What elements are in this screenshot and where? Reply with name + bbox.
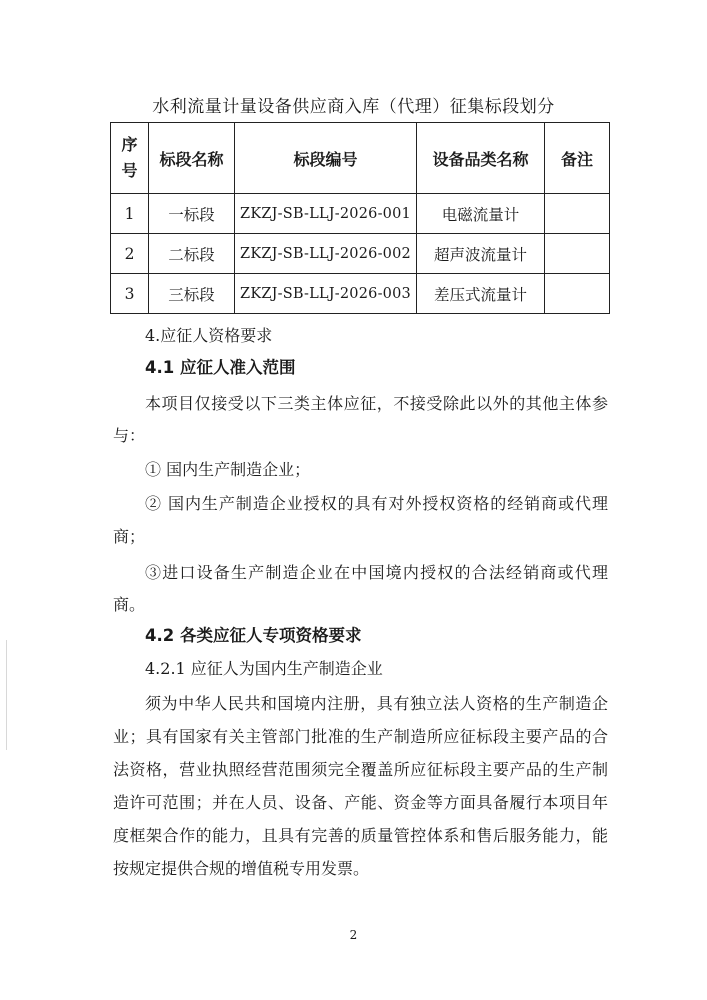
bid-section-table — [110, 122, 610, 314]
section-4-1-intro-line1: 本项目仅接受以下三类主体应征，不接受除此以外的其他主体参 — [145, 394, 608, 413]
eligibility-item-1: ① 国内生产制造企业； — [145, 460, 311, 479]
header-no — [111, 123, 149, 194]
table-header-row — [111, 123, 610, 194]
scan-margin-mark — [6, 640, 7, 750]
cell-category: 电磁流量计 — [417, 194, 545, 234]
cell-name: 二标段 — [149, 234, 235, 274]
section-4-2-1-title: 4.2.1 应征人为国内生产制造企业 — [145, 659, 383, 678]
requirement-line-3: 法资格，营业执照经营范围须完全覆盖所应征标段主要产品的生产制 — [113, 760, 608, 779]
cell-code: ZKZJ-SB-LLJ-2026-003 — [235, 274, 417, 314]
requirement-line-5: 度框架合作的能力，且具有完善的质量管控体系和售后服务能力，能 — [113, 826, 608, 845]
requirement-line-4: 造许可范围；并在人员、设备、产能、资金等方面具备履行本项目年 — [113, 793, 608, 812]
table-row — [111, 234, 610, 274]
eligibility-item-3-line2: 商。 — [113, 595, 146, 614]
cell-name: 三标段 — [149, 274, 235, 314]
cell-remark — [545, 194, 610, 234]
cell-category: 差压式流量计 — [417, 274, 545, 314]
requirement-line-1: 须为中华人民共和国境内注册，具有独立法人资格的生产制造企 — [145, 694, 608, 713]
cell-remark — [545, 234, 610, 274]
cell-name: 一标段 — [149, 194, 235, 234]
section-4-2-heading: 4.2 各类应征人专项资格要求 — [145, 626, 362, 645]
section-4-title: 4.应征人资格要求 — [145, 326, 273, 345]
cell-no: 1 — [111, 194, 149, 234]
table-caption: 水利流量计量设备供应商入库（代理）征集标段划分 — [152, 97, 555, 117]
requirement-line-6: 按规定提供合规的增值税专用发票。 — [113, 859, 370, 878]
header-no-line1: 序 — [121, 135, 138, 154]
header-remark: 备注 — [545, 123, 610, 194]
table-row — [111, 194, 610, 234]
section-4-1-intro-line2: 与： — [113, 426, 146, 445]
eligibility-item-3-line1: ③进口设备生产制造企业在中国境内授权的合法经销商或代理 — [145, 563, 608, 582]
table-row — [111, 274, 610, 314]
eligibility-item-2-line2: 商； — [113, 527, 146, 546]
requirement-line-2: 业；具有国家有关主管部门批准的生产制造所应征标段主要产品的合 — [113, 727, 608, 746]
header-code: 标段编号 — [235, 123, 417, 194]
cell-remark — [545, 274, 610, 314]
cell-code: ZKZJ-SB-LLJ-2026-001 — [235, 194, 417, 234]
header-name: 标段名称 — [149, 123, 235, 194]
section-4-1-heading: 4.1 应征人准入范围 — [145, 358, 296, 377]
cell-category: 超声波流量计 — [417, 234, 545, 274]
header-category: 设备品类名称 — [417, 123, 545, 194]
cell-no: 3 — [111, 274, 149, 314]
eligibility-item-2-line1: ② 国内生产制造企业授权的具有对外授权资格的经销商或代理 — [145, 494, 608, 513]
cell-code: ZKZJ-SB-LLJ-2026-002 — [235, 234, 417, 274]
cell-no: 2 — [111, 234, 149, 274]
page-number: 2 — [349, 928, 358, 942]
header-no-line2: 号 — [121, 161, 138, 180]
